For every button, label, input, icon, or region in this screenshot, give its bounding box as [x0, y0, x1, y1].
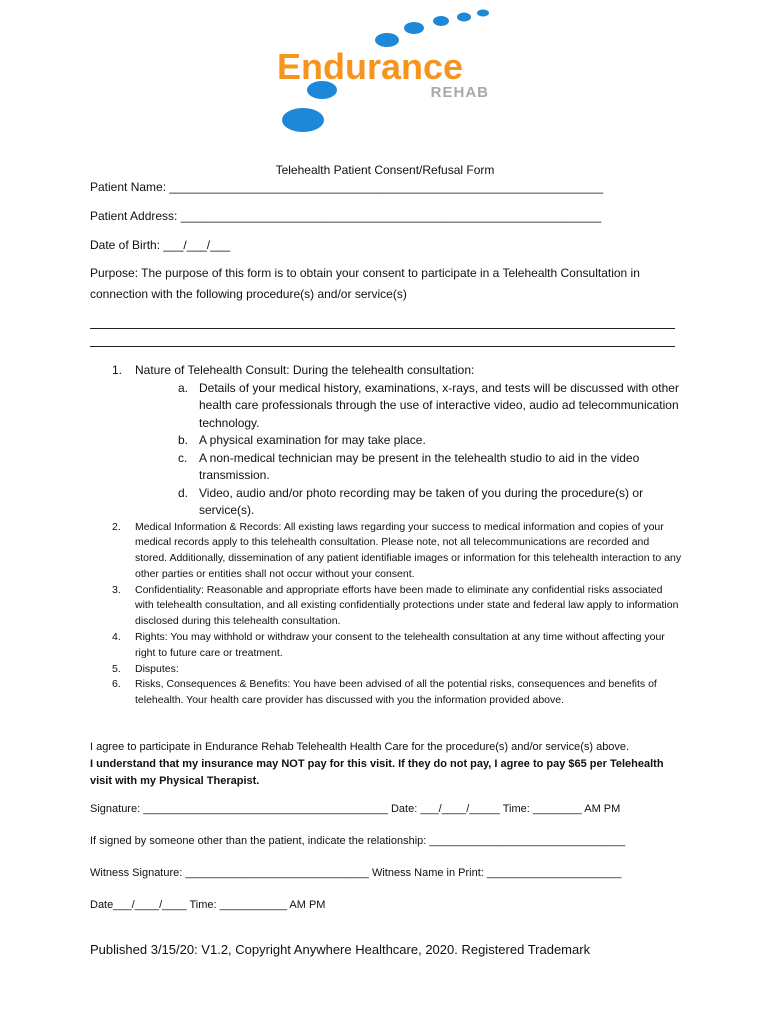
list-item: [90, 362, 682, 520]
date-of-birth-field[interactable]: Date of Birth: ___/___/___: [90, 238, 231, 252]
list-text: Rights: You may withhold or withdraw your consent to the telehealth consultation at any time without affecting your right to future care or treatment.: [135, 631, 665, 659]
list-number: 2.: [112, 520, 121, 533]
signature-field[interactable]: Signature: ________________________________________ Date: ___/____/_____ Time: ________ AM PM: [90, 803, 621, 815]
list-number: 6.: [112, 678, 121, 691]
sub-item: [135, 450, 682, 485]
list-number: 5.: [112, 662, 121, 675]
list-item: [90, 630, 682, 662]
sub-text: Details of your medical history, examinations, x-rays, and tests will be discussed with other health care professionals through the use of interactive video, audio ad telecommunication technology.: [199, 380, 679, 430]
patient-address-field[interactable]: Patient Address: _______________________________________________________________: [90, 209, 602, 223]
sub-text: Video, audio and/or photo recording may be taken of you during the procedure(s) or service(s).: [199, 485, 644, 517]
sub-letter: d.: [178, 485, 189, 500]
list-item: [90, 677, 682, 709]
list-text: Nature of Telehealth Consult: During the telehealth consultation:: [135, 363, 475, 377]
logo-dot: [404, 22, 424, 34]
list-text: Confidentiality: Reasonable and appropriate efforts have been made to eliminate any confidential risks associated with telehealth consultation, and all existing confidentially protections under state and federal law apply to information disclosed during this telehealth consultation.: [135, 583, 679, 628]
sub-item: [135, 380, 682, 433]
witness-field[interactable]: Witness Signature: ______________________________ Witness Name in Print: ______________________: [90, 867, 622, 879]
patient-name-field[interactable]: Patient Name: _________________________________________________________________: [90, 180, 604, 194]
logo-brand: Endurance: [277, 46, 464, 87]
list-number: 3.: [112, 583, 121, 596]
agreement-text: I agree to participate in Endurance Rehab Telehealth Health Care for the procedure(s) and/or service(s) above.: [90, 741, 630, 753]
sub-text: A non-medical technician may be present in the telehealth studio to aid in the video transmission.: [199, 450, 640, 482]
sub-text: A physical examination for may take place.: [199, 433, 426, 447]
logo-graphic: [276, 8, 496, 136]
consent-list: [90, 362, 682, 709]
sub-item: [135, 485, 682, 520]
service-line-2[interactable]: [90, 346, 675, 347]
list-text: Disputes:: [135, 662, 179, 675]
logo-dot: [282, 108, 324, 132]
list-item: [90, 583, 682, 630]
logo-sub: REHAB: [430, 84, 489, 101]
agreement-block: [90, 739, 682, 790]
list-text: Risks, Consequences & Benefits: You have been advised of all the potential risks, consequences and benefits of telehealth. Your health care provider has discussed with you the information provided above.: [135, 678, 657, 707]
logo-dot: [477, 10, 489, 17]
list-number: 4.: [112, 631, 121, 644]
purpose-text: Purpose: The purpose of this form is to obtain your consent to participate in a Telehealth Consultation in connection with the following procedure(s) and/or service(s): [90, 266, 640, 301]
list-item: [90, 520, 682, 583]
relationship-field[interactable]: If signed by someone other than the patient, indicate the relationship: ________________________________: [90, 835, 626, 847]
footer-text: Published 3/15/20: V1.2, Copyright Anywhere Healthcare, 2020. Registered Trademark: [90, 942, 591, 957]
date-time-field[interactable]: Date___/____/____ Time: ___________ AM PM: [90, 899, 326, 911]
sub-letter: a.: [178, 380, 189, 395]
list-number: 1.: [112, 363, 123, 377]
form-title: Telehealth Patient Consent/Refusal Form: [275, 163, 495, 177]
service-line-1[interactable]: [90, 328, 675, 329]
sub-letter: c.: [178, 450, 188, 465]
sub-letter: b.: [178, 433, 189, 447]
list-text: Medical Information & Records: All existing laws regarding your success to medical information and copies of your medical records apply to this telehealth consultation. Please note, not all telecommunications are recorded and stored. Additionally, dissemination of any patient identifiable images or information for this telehealth interaction to any other parties or entities shall not occur without your consent.: [135, 520, 682, 580]
logo-dot: [457, 13, 471, 22]
sub-item: [135, 432, 682, 450]
list-item: [90, 662, 682, 678]
endurance-rehab-logo: [276, 8, 496, 136]
insurance-notice: I understand that my insurance may NOT pay for this visit. If they do not pay, I agree to pay $65 per Telehealth visit with my Physical Therapist.: [90, 758, 664, 787]
logo-dot: [375, 33, 399, 47]
logo-dot: [433, 16, 449, 26]
